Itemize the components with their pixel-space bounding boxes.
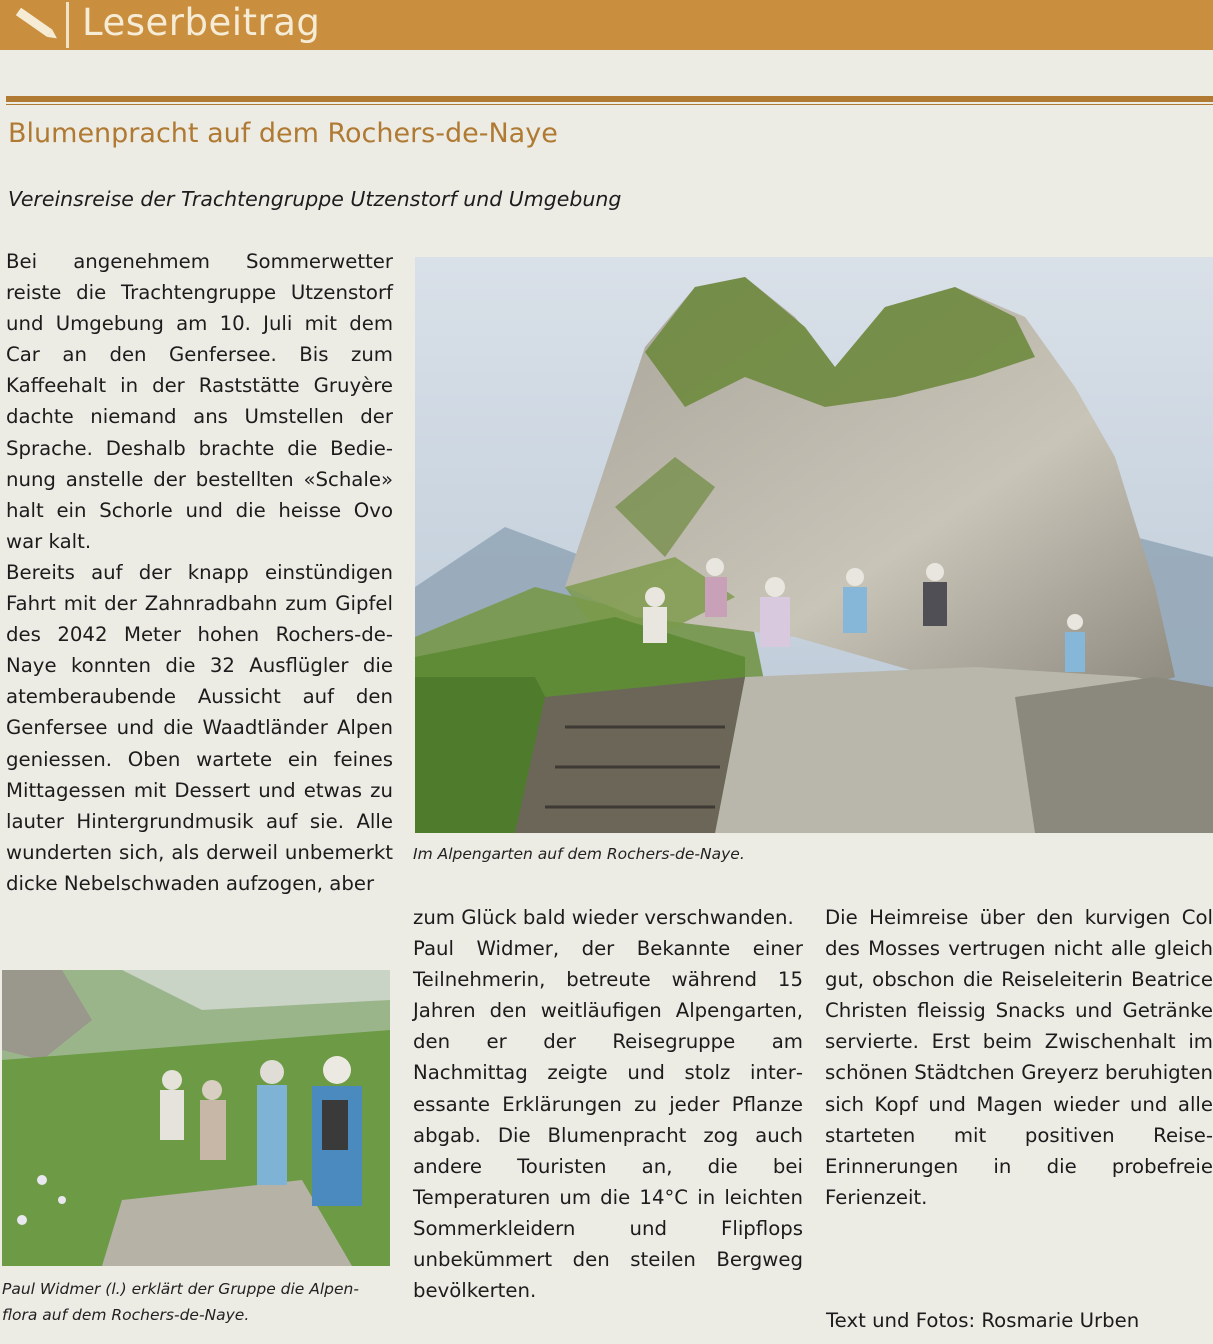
photo-caption-small (2, 1276, 359, 1328)
text-column-2 (413, 902, 803, 1306)
article-subtitle: Vereinsreise der Trachtengruppe Utzenstorf und Umgebung (8, 187, 622, 211)
paragraph: Die Heimreise über den kurvigen Col des Mosses vertrugen nicht alle gleich gut, obschon die Reiseleiterin Beatrice Christen fleissig Snacks und Getränke servierte. Erst beim Zwischenhalt im schönen Städtchen Greyerz beruhigten sich Kopf und Magen wieder und alle starteten mit positiven Reise-Erinnerungen in die probefreie Ferienzeit. (825, 906, 1213, 1209)
caption-line: flora auf dem Rochers-de-Naye. (2, 1306, 250, 1324)
divider-rule (6, 96, 1213, 102)
photo-caption: Im Alpengarten auf dem Rochers-de-Naye. (413, 845, 745, 863)
pencil-icon (8, 2, 69, 48)
article-title: Blumenpracht auf dem Rochers-de-Naye (8, 118, 558, 149)
text-column-3 (825, 902, 1213, 1213)
author-credit: Text und Fotos: Rosmarie Urben (826, 1309, 1140, 1332)
text-column-1 (6, 246, 393, 899)
section-label: Leserbeitrag (82, 1, 321, 44)
paragraph: Bereits auf der knapp einstündigen Fahrt mit der Zahnradbahn zum Gipfel des 2042 Meter hohen Rochers-de-Naye konnten die 32 Ausflügler die atemberaubende Aussicht auf den Genfersee und die Waadtländer Alpen geniessen. Oben wartete ein feines Mittagessen mit Dessert und etwas zu lauter Hintergrundmusik auf sie. Alle wunderten sich, als derweil unbemerkt dicke Nebelschwaden aufzogen, aber (6, 560, 393, 895)
paragraph: Paul Widmer, der Bekannte einer Teilnehmerin, betreute während 15 Jahren den weitläufigen Alpengarten, den er der Reisegruppe am Nachmittag zeigte und stolz interessante Erklärungen zu jeder Pflanze abgab. Die Blumenpracht zog auch andere Touristen an, die bei Temperaturen um die 14°C in leichten Sommerkleidern und Flipflops unbekümmert den steilen Bergweg bevölkerten. (413, 937, 803, 1303)
secondary-photo (2, 970, 390, 1266)
paragraph: Bei angenehmem Sommerwetter reiste die Trachtengruppe Utzenstorf und Umgebung am 10. Juli mit dem Car an den Genfersee. Bis zum Kaffeehalt in der Raststätte Gruyère dachte niemand ans Umstellen der Sprache. Deshalb brachte die Bedienung anstelle der bestellten «Schale» halt ein Schorle und die heisse Ovo war kalt. (6, 250, 393, 553)
main-photo (415, 257, 1213, 833)
caption-line: Paul Widmer (l.) erklärt der Gruppe die Alpen- (2, 1280, 359, 1298)
paragraph: zum Glück bald wieder verschwanden. (413, 906, 794, 929)
divider-rule-thin (6, 104, 1213, 105)
